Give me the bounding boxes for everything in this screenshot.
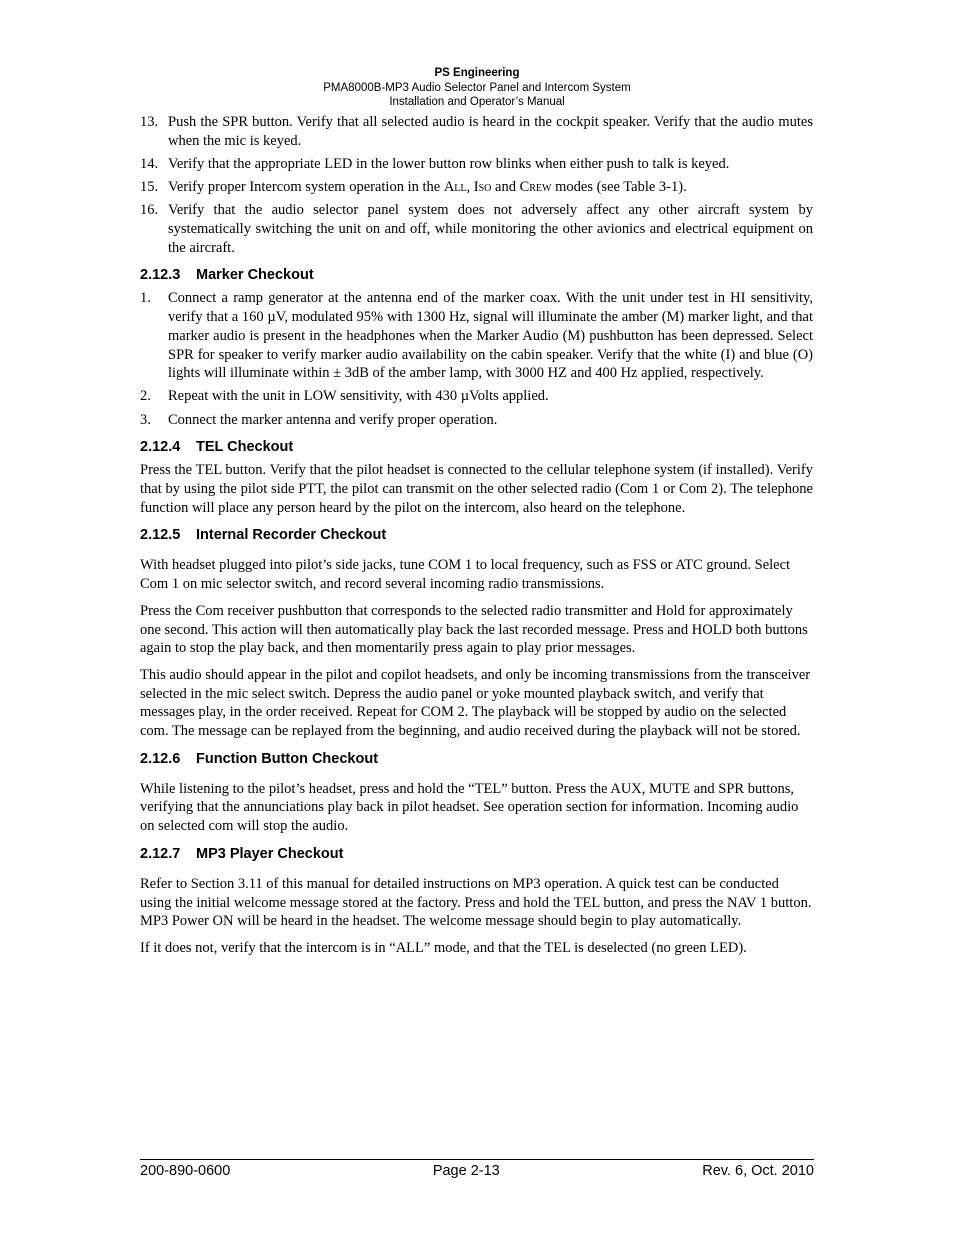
mode-all-label: All [443,179,467,196]
section-heading-tel [140,438,813,456]
list-item-number: 1. [140,290,151,307]
list-item-number: 3. [140,411,151,428]
paragraph: While listening to the pilot’s headset, press and hold the “TEL” button. Press the AUX, MUTE and SPR buttons, verifying that the annunciations play back in pilot headset. See operation section for information. Incoming audio on selected com will stop the audio. [140,780,799,835]
section-title: Function Button Checkout [196,750,379,767]
list-item [140,178,813,197]
list-item [140,387,813,406]
text-run: modes (see Table 3-1). [551,179,687,196]
list-item [140,411,813,430]
footer-revision: Rev. 6, Oct. 2010 [702,1163,814,1179]
list-item [140,289,813,383]
list-item-text: Connect the marker antenna and verify proper operation. [168,411,498,428]
text-run: , [466,179,474,196]
header-product: PMA8000B-MP3 Audio Selector Panel and Intercom System [323,81,631,94]
list-item-number: 13. [140,114,159,130]
section-number: 2.12.5 [140,527,181,544]
section-number: 2.12.7 [140,845,181,862]
list-item-number: 14. [140,155,159,172]
list-item [140,155,813,174]
list-item-number: 2. [140,388,151,405]
list-item-text: Verify that the appropriate LED in the lower button row blinks when either push to talk is keyed. [168,155,730,172]
section-title: Internal Recorder Checkout [196,527,387,544]
page-header [0,66,954,110]
list-item-number: 16. [140,202,159,219]
section-heading-mp3 [140,845,813,863]
section-heading-function [140,750,813,768]
text-run: and [491,179,520,196]
footer-page-number: Page 2-13 [432,1163,500,1179]
paragraph: If it does not, verify that the intercom is in “ALL” mode, and that the TEL is deselected (no green LED). [140,940,747,956]
list-item-text: Repeat with the unit in LOW sensitivity, with 430 µVolts applied. [168,388,549,405]
section-number: 2.12.6 [140,750,181,767]
section-title: TEL Checkout [196,439,294,456]
section-title: MP3 Player Checkout [196,845,344,862]
list-item-text: Verify that the audio selector panel system does not adversely affect any other aircraft system by systematically switching the unit on and off, while monitoring the other avionics and electrical equipment on the aircraft. [168,202,813,256]
footer-phone: 200-890-0600 [140,1163,231,1179]
list-item-text [168,178,813,197]
page-footer [140,1159,814,1179]
list-item [140,201,813,257]
list-item [140,113,813,150]
text-run: Verify proper Intercom system operation in the [168,179,444,196]
paragraph: Refer to Section 3.11 of this manual for detailed instructions on MP3 operation. A quick test can be conducted using the initial welcome message stored at the factory. Press and hold the TEL button, and press the NAV 1 button. MP3 Power ON will be heard in the headset. The welcome message should begin to play automatically. [140,875,812,930]
section-number: 2.12.4 [140,439,181,456]
section-number: 2.12.3 [140,267,181,284]
paragraph: This audio should appear in the pilot and copilot headsets, and only be incoming transmissions from the transceiver selected in the mic select switch. Depress the audio panel or yoke mounted playback switch, and verify that messages play, in the order received. Repeat for COM 2. The playback will be stopped by audio on the selected com. The message can be replayed from the beginning, and audio received during the playback will not be stored. [140,666,811,740]
paragraph: With headset plugged into pilot’s side jacks, tune COM 1 to local frequency, such as FSS or ATC ground. Select Com 1 on mic selector switch, and record several incoming radio transmissions. [140,557,791,593]
section-heading-marker [140,266,813,284]
mode-iso-label: Iso [473,179,492,196]
list-item-number: 15. [140,179,159,196]
paragraph: Press the TEL button. Verify that the pilot headset is connected to the cellular telephone system (if installed). Verify that by using the pilot side PTT, the pilot can transmit on the other selected radio (Com 1 or Com 2). The telephone function will place any person heard by the pilot on the intercom, also heard on the telephone. [140,462,813,516]
mode-crew-label: Crew [519,179,552,196]
paragraph: Press the Com receiver pushbutton that corresponds to the selected radio transmitter and Hold for approximately one second. This action will then automatically play back the last recorded message. Press and HOLD both buttons again to stop the play back, and then momentarily press again to play prior messages. [140,602,808,657]
header-company: PS Engineering [434,67,520,79]
list-item-text: Push the SPR button. Verify that all selected audio is heard in the cockpit speaker. Verify that the audio mutes when the mic is keyed. [168,114,813,149]
list-item-text: Connect a ramp generator at the antenna end of the marker coax. With the unit under test in HI sensitivity, verify that a 160 µV, modulated 95% with 1300 Hz, signal will illuminate the amber (M) marker light, and that marker audio is present in the headphones when the Marker Audio (M) pushbutton has been depressed. Select SPR for speaker to verify marker audio availability on the cabin speaker. Verify that the white (I) and blue (O) lights will illuminate within ± 3dB of the amber lamp, with 3000 HZ and 400 Hz applied, respectively. [168,290,813,382]
page-content [140,113,813,966]
section-title: Marker Checkout [196,267,314,284]
header-manual-title: Installation and Operator’s Manual [389,96,565,108]
section-heading-recorder [140,526,813,544]
